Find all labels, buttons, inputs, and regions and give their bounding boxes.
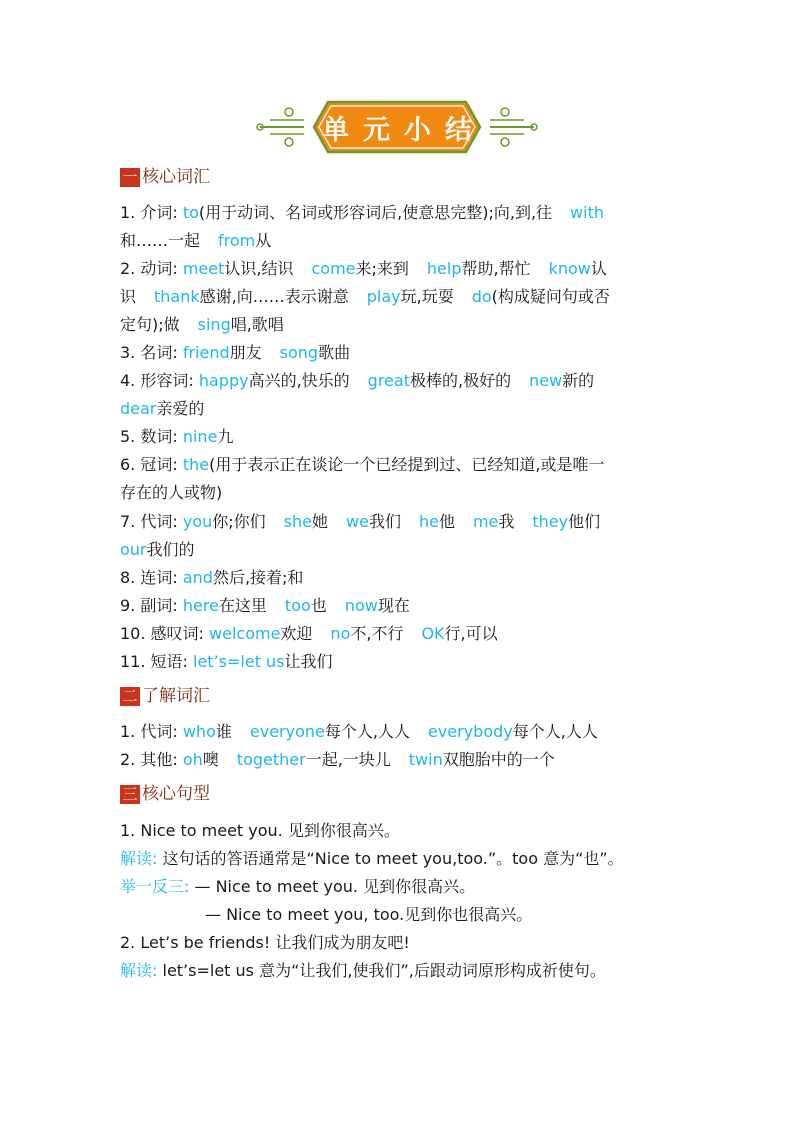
sentence-line: 2. Let’s be friends! 让我们成为朋友吧! — [120, 933, 410, 952]
sentence-line: — Nice to meet you, too.见到你也很高兴。 — [205, 905, 533, 924]
section-title: 核心词汇 — [142, 167, 210, 187]
vocab-line: 6. 冠词: the(用于表示正在谈论一个已经提到过、已经知道,或是唯一 — [120, 455, 605, 474]
vocab-line: 2. 其他: oh噢 together一起,一块儿 twin双胞胎中的一个 — [120, 750, 555, 769]
section-sentences — [120, 783, 210, 805]
vocab-line: 11. 短语: let’s=let us让我们 — [120, 652, 333, 671]
section-number: 三 — [120, 785, 140, 804]
sentence-line: 举一反三: — Nice to meet you. 见到你很高兴。 — [120, 877, 476, 896]
sentence-line: 解读: 这句话的答语通常是“Nice to meet you,too.”。too 意为“也”。 — [120, 849, 624, 868]
vocab-line: our我们的 — [120, 540, 195, 559]
vocab-line: 9. 副词: here在这里 too也 now现在 — [120, 596, 410, 615]
vocab-line: 存在的人或物) — [120, 483, 223, 502]
vocab-line: 2. 动词: meet认识,结识 come来;来到 help帮助,帮忙 know认 — [120, 259, 607, 278]
vocab-line: 10. 感叹词: welcome欢迎 no不,不行 OK行,可以 — [120, 624, 498, 643]
vocab-line: 定句);做 sing唱,歌唱 — [120, 315, 284, 334]
sentence-line: 1. Nice to meet you. 见到你很高兴。 — [120, 821, 400, 840]
vocab-line: dear亲爱的 — [120, 399, 205, 418]
section-core-vocab — [120, 166, 210, 188]
section-title: 核心句型 — [142, 784, 210, 804]
vocab-line: 1. 代词: who谁 everyone每个人,人人 everybody每个人,人人 — [120, 722, 598, 741]
vocab-line: 7. 代词: you你;你们 she她 we我们 he他 me我 they他们 — [120, 512, 601, 531]
section-number: 一 — [120, 168, 140, 187]
unit-summary-banner — [252, 94, 542, 160]
vocab-line: 1. 介词: to(用于动词、名词或形容词后,使意思完整);向,到,往 with — [120, 203, 604, 222]
vocab-line: 3. 名词: friend朋友 song歌曲 — [120, 343, 351, 362]
vocab-line: 和……一起 from从 — [120, 231, 272, 250]
vocab-line: 8. 连词: and然后,接着;和 — [120, 568, 304, 587]
section-number: 二 — [120, 687, 140, 706]
banner-title: 单元小结 — [322, 114, 486, 146]
section-extra-vocab — [120, 685, 210, 707]
vocab-line: 4. 形容词: happy高兴的,快乐的 great极棒的,极好的 new新的 — [120, 371, 595, 390]
sentence-line: 解读: let’s=let us 意为“让我们,使我们”,后跟动词原形构成祈使句。 — [120, 961, 606, 980]
section-title: 了解词汇 — [142, 686, 210, 706]
vocab-line: 5. 数词: nine九 — [120, 427, 234, 446]
vocab-line: 识 thank感谢,向……表示谢意 play玩,玩耍 do(构成疑问句或否 — [120, 287, 610, 306]
